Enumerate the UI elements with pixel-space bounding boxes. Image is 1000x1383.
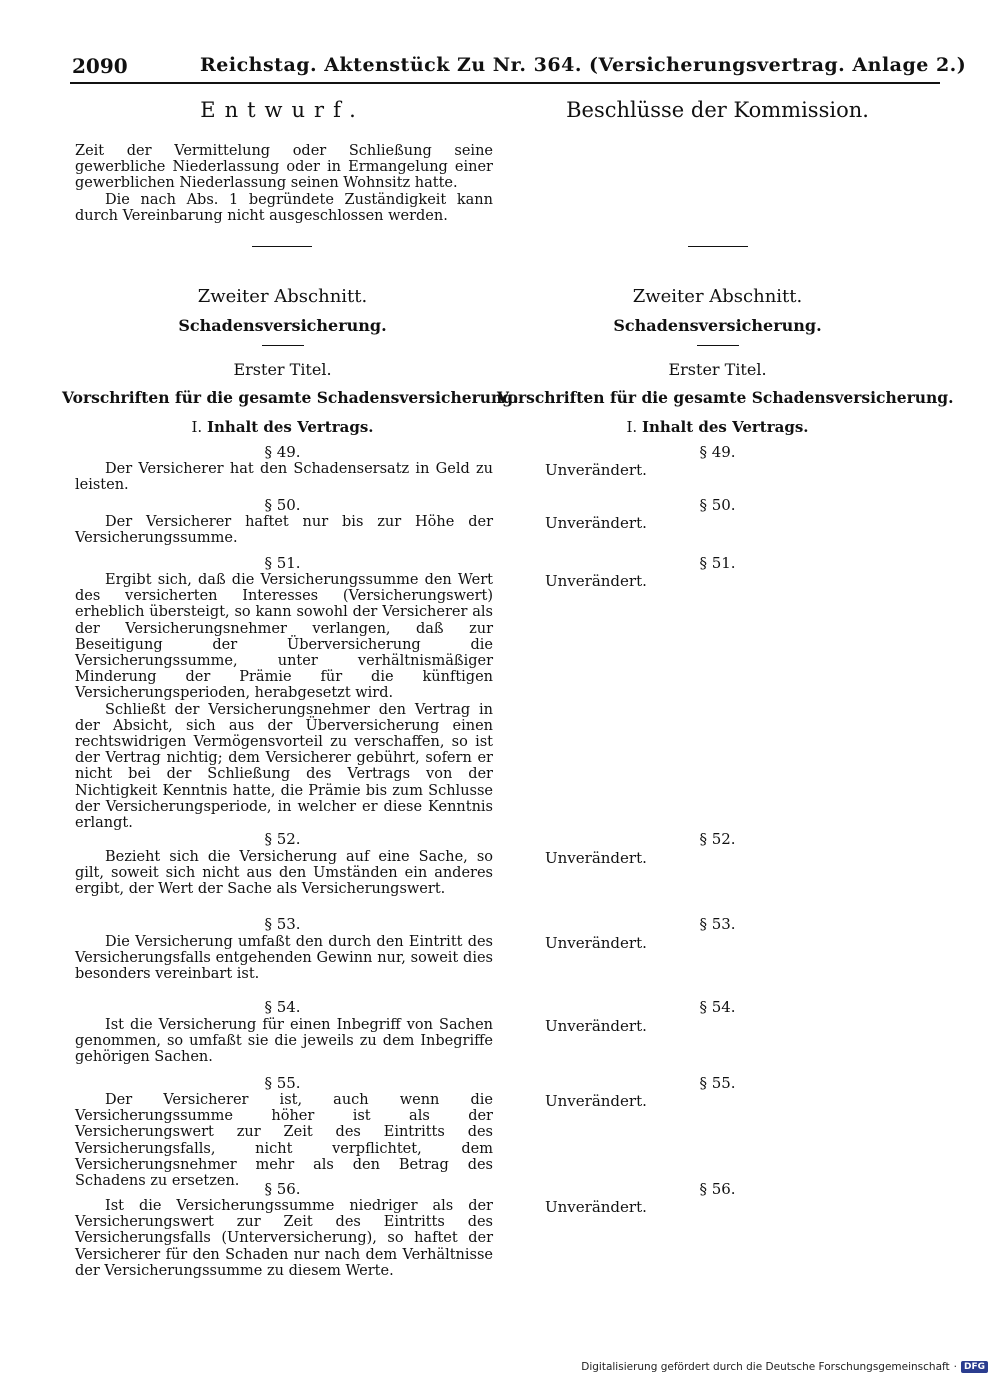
intro-paragraph: Zeit der Vermittelung oder Schließung seine gewerbliche Niederlassung oder in Ermangelung einer gewerblichen Niederlassung seinen Wohnsitz hatte. <box>75 143 493 192</box>
paragraph-text <box>75 572 493 831</box>
titel-heading: Erster Titel. <box>233 360 332 379</box>
paragraph-number: § 49. <box>699 443 736 461</box>
paragraph-text <box>75 1017 493 1066</box>
commission-decision: Unverändert. <box>545 1198 647 1216</box>
inhalt-heading <box>75 418 490 436</box>
credit-text: Digitalisierung gefördert durch die Deutsche Forschungsgemeinschaft <box>581 1361 950 1373</box>
commission-decision: Unverändert. <box>545 461 647 479</box>
page-header <box>70 52 967 84</box>
divider <box>688 246 748 247</box>
paragraph-number: § 51. <box>264 554 301 572</box>
inhalt-title: Inhalt des Vertrags. <box>641 418 809 436</box>
paragraph-body: Der Versicherer hat den Schadensersatz in Geld zu leisten. <box>75 461 493 494</box>
paragraph-number: § 55. <box>264 1074 301 1092</box>
running-title: Reichstag. Aktenstück Zu Nr. 364. (Versicherungsvertrag. Anlage 2.) <box>200 54 967 76</box>
paragraph-number: § 55. <box>699 1074 736 1092</box>
commission-decision: Unverändert. <box>545 849 647 867</box>
section-subtitle: Schadensversicherung. <box>178 316 387 335</box>
divider <box>262 345 304 346</box>
paragraph-text <box>75 514 493 546</box>
commission-decision: Unverändert. <box>545 1092 647 1110</box>
paragraph-text <box>75 1092 493 1189</box>
paragraph-number: § 50. <box>699 496 736 514</box>
dfg-logo: DFG <box>961 1361 988 1373</box>
section-title: Zweiter Abschnitt. <box>197 286 368 307</box>
paragraph-number: § 51. <box>699 554 736 572</box>
left-column-heading: Entwurf. <box>200 98 365 122</box>
titel-heading: Erster Titel. <box>668 360 767 379</box>
paragraph-text <box>75 934 493 983</box>
commission-decision: Unverändert. <box>545 934 647 952</box>
paragraph-body: Schließt der Versicherungsnehmer den Vertrag in der Absicht, sich aus der Überversicherung einen rechtswidrigen Vermögensvorteil zu verschaffen, so ist der Vertrag nichtig; dem Versicherer gebührt, sofern er nicht bei der Schließung des Vertrags von der Nichtigkeit Kenntnis hatte, die Prämie bis zum Schlusse der Versicherungsperiode, in welcher er diese Kenntnis erlangt. <box>75 701 493 832</box>
vorschriften-heading: Vorschriften für die gesamte Schadensversicherung. <box>62 388 519 407</box>
commission-decision: Unverändert. <box>545 514 647 532</box>
paragraph-number: § 56. <box>264 1180 301 1198</box>
paragraph-text <box>75 461 493 493</box>
inhalt-heading <box>510 418 925 436</box>
paragraph-number: § 54. <box>699 998 736 1016</box>
paragraph-number: § 52. <box>264 830 301 848</box>
paragraph-number: § 53. <box>699 915 736 933</box>
paragraph-number: § 52. <box>699 830 736 848</box>
paragraph-number: § 49. <box>264 443 301 461</box>
inhalt-title: Inhalt des Vertrags. <box>206 418 374 436</box>
intro-paragraph: Die nach Abs. 1 begründete Zuständigkeit kann durch Vereinbarung nicht ausgeschlossen werden. <box>75 191 493 224</box>
commission-decision: Unverändert. <box>545 572 647 590</box>
paragraph-body: Bezieht sich die Versicherung auf eine Sache, so gilt, soweit sich nicht aus den Umständen ein anderes ergibt, der Wert der Sache als Versicherungswert. <box>75 849 493 898</box>
paragraph-text <box>75 1198 493 1279</box>
paragraph-body: Ist die Versicherung für einen Inbegriff von Sachen genommen, so umfaßt sie die jeweils zu dem Inbegriffe gehörigen Sachen. <box>75 1017 493 1066</box>
digitization-credit <box>581 1361 988 1373</box>
paragraph-number: § 50. <box>264 496 301 514</box>
page-number: 2090 <box>72 54 128 78</box>
divider <box>697 345 739 346</box>
paragraph-number: § 56. <box>699 1180 736 1198</box>
inhalt-number: I. <box>191 418 203 436</box>
paragraph-body: Die Versicherung umfaßt den durch den Eintritt des Versicherungsfalls entgehenden Gewinn nur, soweit dies besonders vereinbart ist. <box>75 934 493 983</box>
separator: · <box>953 1361 957 1373</box>
commission-decision: Unverändert. <box>545 1017 647 1035</box>
paragraph-body: Der Versicherer ist, auch wenn die Versicherungssumme höher ist als der Versicherungswert zur Zeit des Eintritts des Versicherungsfalls, nicht verpflichtet, dem Versicherungsnehmer mehr als den Betrag des Schadens zu ersetzen. <box>75 1092 493 1190</box>
divider <box>252 246 312 247</box>
paragraph-body: Ist die Versicherungssumme niedriger als der Versicherungswert zur Zeit des Eintritts des Versicherungsfalls (Unterversicherung), so haftet der Versicherer für den Schaden nur nach dem Verhältnisse der Versicherungssumme zu diesem Werte. <box>75 1198 493 1279</box>
paragraph-number: § 54. <box>264 998 301 1016</box>
paragraph-body: Der Versicherer haftet nur bis zur Höhe der Versicherungssumme. <box>75 514 493 547</box>
right-column-heading: Beschlüsse der Kommission. <box>566 98 869 122</box>
paragraph-body: Ergibt sich, daß die Versicherungssumme den Wert des versicherten Interesses (Versicherungswert) erheblich übersteigt, so kann sowohl der Versicherer als der Versicherungsnehmer verlangen, daß zur Beseitigung der Überversicherung die Versicherungssumme, unter verhältnismäßiger Minderung der Prämie für die künftigen Versicherungsperioden, herabgesetzt wird. <box>75 572 493 702</box>
paragraph-number: § 53. <box>264 915 301 933</box>
section-subtitle: Schadensversicherung. <box>613 316 822 335</box>
inhalt-number: I. <box>626 418 638 436</box>
vorschriften-heading: Vorschriften für die gesamte Schadensversicherung. <box>497 388 954 407</box>
section-title: Zweiter Abschnitt. <box>632 286 803 307</box>
intro-text <box>75 143 493 224</box>
paragraph-text <box>75 849 493 898</box>
